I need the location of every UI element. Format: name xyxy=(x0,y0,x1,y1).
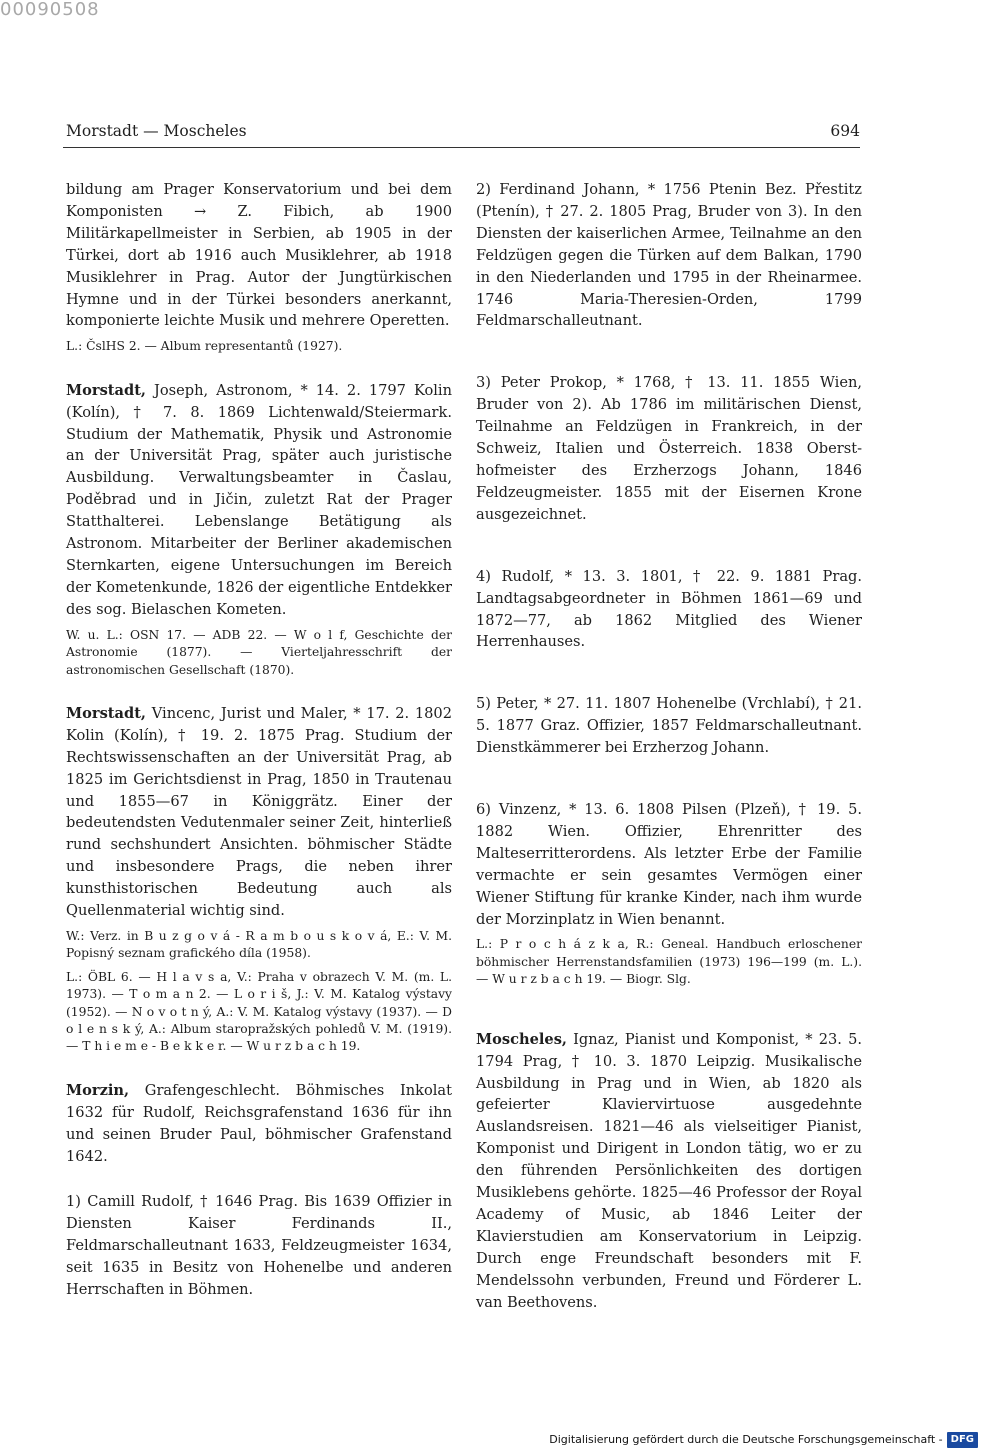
family-member-1: 1) Camill Rudolf, † 1646 Prag. Bis 1639 Offizier in Diensten Kaiser Ferdinands II., Feldmarschalleutnant 1633, Feldzeugmeister 1634, seit 1635 in Besitz von Hohenelbe und anderen Herrschaften in Böhmen. xyxy=(66,1193,452,1299)
entry-headword: Morstadt, xyxy=(66,381,147,399)
family-member-6: 6) Vinzenz, * 13. 6. 1808 Pilsen (Plzeň), † 19. 5. 1882 Wien. Offizier, Ehrenritter des Malteserritterordens. Als letzter Erbe der Familie vermachte er sein gesamtes Vermögen einer Wiener Stiftung für kranke Kinder, nach ihm wurde der Morzinplatz in Wien benannt. xyxy=(476,801,862,928)
entry-headword: Morzin, xyxy=(66,1081,130,1099)
entry-morstadt-vincenc xyxy=(66,703,452,922)
right-column xyxy=(476,179,862,1313)
entry-moscheles xyxy=(476,1029,862,1314)
literature-note: W. u. L.: OSN 17. — ADB 22. — W o l f, Geschichte der Astronomie (1877). — Vierteljahresschrift der astronomischen Gesellschaft (1870). xyxy=(66,627,452,677)
page-number: 694 xyxy=(830,122,860,140)
entry-body: Joseph, Astronom, * 14. 2. 1797 Kolin (Kolín), † 7. 8. 1869 Lichtenwald/Steiermark. Studium der Mathematik, Physik und Astronomie an der Universität Prag, später auch juristische Ausbildung. Verwaltungsbeamter in Časlau, Poděbrad und in Jičin, zuletzt Rat der Prager Statthalterei. Lebenslange Betätigung als Astronom. Mitarbeiter der Berliner akademischen Sternkarten, eigene Untersuchungen im Bereich der Kometenkunde, 1826 der eigentliche Entdekker des sog. Bielaschen Kometen. xyxy=(66,381,452,618)
literature-note: L.: ČslHS 2. — Album representantů (1927). xyxy=(66,339,343,354)
entry-body: Grafengeschlecht. Böhmisches Inkolat 1632 für Rudolf, Reichsgrafenstand 1636 für ihn und seinen Bruder Paul, böhmischer Grafenstand 1642. xyxy=(66,1081,452,1165)
running-title: Morstadt — Moscheles xyxy=(66,122,247,140)
header-rule xyxy=(63,147,860,148)
entry-headword: Moscheles, xyxy=(476,1030,568,1048)
dfg-logo: DFG xyxy=(947,1432,978,1448)
continued-paragraph: bildung am Prager Konservatorium und bei dem Komponisten → Z. Fibich, ab 1900 Militärkapellmeister in Serbien, ab 1905 in der Türkei, dort ab 1916 auch Musiklehrer, ab 1918 Musiklehrer in Prag. Autor der Jungtürkischen Hymne und in der Türkei besonders anerkannt, komponierte leichte Musik und mehrere Operetten. xyxy=(66,181,452,330)
family-member-3: 3) Peter Prokop, * 1768, † 13. 11. 1855 Wien, Bruder von 2). Ab 1786 im militärischen Dienst, Teilnahme an Feldzügen in Frankreich, in der Schweiz, Italien und Österreich. 1838 Oberst-hofmeister des Erzherzogs Johann, 1846 Feldzeugmeister. 1855 mit der Eisernen Krone ausgezeichnet. xyxy=(476,374,862,523)
entry-morstadt-joseph xyxy=(66,380,452,621)
entry-headword: Morstadt, xyxy=(66,704,147,722)
works-note: W.: Verz. in B u z g o v á - R a m b o u s k o v á, E.: V. M. Popisný seznam grafického díla (1958). xyxy=(66,929,452,961)
entry-morzin xyxy=(66,1080,452,1168)
entry-body: Vincenc, Jurist und Maler, * 17. 2. 1802 Kolin (Kolín), † 19. 2. 1875 Prag. Studium der Rechtswissenschaften an der Universität Prag, ab 1825 im Gerichtsdienst in Prag, 1850 in Trautenau und 1855—67 in Königgrätz. Einer der bedeutendsten Vedutenmaler seiner Zeit, hinterließ rund sechshundert Ansichten. böhmischer Städte und insbesondere Prags, die neben ihrer kunsthistorischen Bedeutung auch als Quellenmaterial wichtig sind. xyxy=(66,704,452,920)
left-column xyxy=(66,179,452,1301)
family-member-2: 2) Ferdinand Johann, * 1756 Ptenin Bez. Přestitz (Ptenín), † 27. 2. 1805 Prag, Bruder von 3). In den Diensten der kaiserlichen Armee, Teilnahme an den Feldzügen gegen die Türken auf dem Balkan, 1790 in den Niederlanden und 1795 in der Rheinarmee. 1746 Maria-Theresien-Orden, 1799 Feldmarschalleutnant. xyxy=(476,181,862,330)
literature-note: L.: P r o c h á z k a, R.: Geneal. Handbuch erloschener böhmischer Herrenstandsfamilien (1973) 196—199 (m. L.). — W u r z b a c h 19. — Biogr. Slg. xyxy=(476,937,862,987)
entry-body: Ignaz, Pianist und Komponist, * 23. 5. 1794 Prag, † 10. 3. 1870 Leipzig. Musikalische Ausbildung in Prag und in Wien, ab 1820 als gefeierter Klaviervirtuose ausgedehnte Auslandsreisen. 1821—46 als vielseitiger Pianist, Komponist und Dirigent in London tätig, wo er zu den führenden Persönlichkeiten des dortigen Musiklebens gehörte. 1825—46 Professor der Royal Academy of Music, ab 1846 Leiter der Klavierstudien am Konservatorium in Leipzig. Durch enge Freundschaft besonders mit F. Mendelssohn verbunden, Freund und Förderer L. van Beethovens. xyxy=(476,1030,862,1311)
document-id-stamp: 00090508 xyxy=(0,0,100,20)
digitization-footer xyxy=(549,1432,978,1448)
family-member-5: 5) Peter, * 27. 11. 1807 Hohenelbe (Vrchlabí), † 21. 5. 1877 Graz. Offizier, 1857 Feldmarschalleutnant. Dienstkämmerer bei Erzherzog Johann. xyxy=(476,695,862,757)
footer-text: Digitalisierung gefördert durch die Deutsche Forschungsgemeinschaft - xyxy=(549,1433,943,1446)
literature-note: L.: ÖBL 6. — H l a v s a, V.: Praha v obrazech V. M. (m. L. 1973). — T o m a n 2. — L o r i š, J.: V. M. Katalog výstavy (1952). — N o v o t n ý, A.: V. M. Katalog výstavy (1937). — D o l e n s k ý, A.: Album staropražských pohledů V. M. (1919). — T h i e m e - B e k k e r. — W u r z b a c h 19. xyxy=(66,969,452,1054)
family-member-4: 4) Rudolf, * 13. 3. 1801, † 22. 9. 1881 Prag. Landtagsabgeordneter in Böhmen 1861—69 und 1872—77, ab 1862 Mitglied des Wiener Herrenhauses. xyxy=(476,567,862,651)
